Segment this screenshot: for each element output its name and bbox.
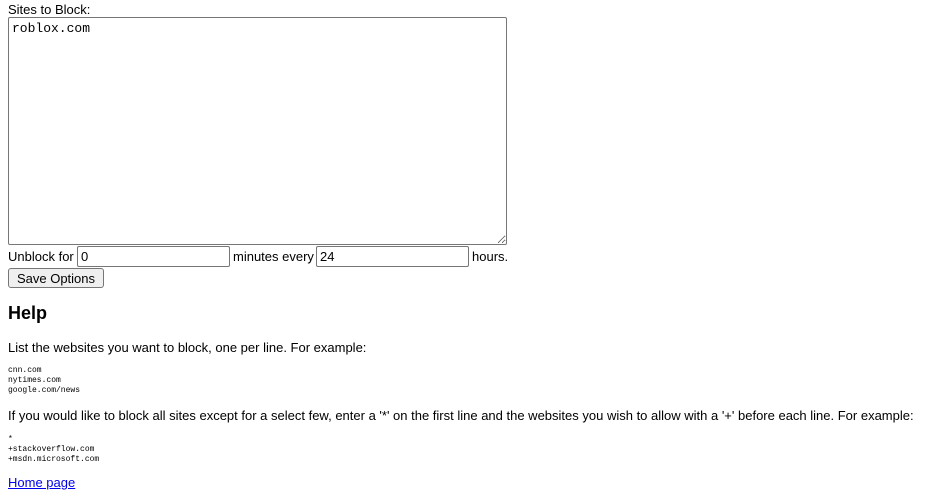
- every-hours-input[interactable]: [316, 246, 469, 267]
- help-heading: Help: [8, 303, 48, 323]
- example-line: cnn.com: [8, 366, 42, 375]
- unblock-minutes-input[interactable]: [77, 246, 230, 267]
- save-options-button[interactable]: Save Options: [8, 268, 104, 288]
- allow-intro-text: If you would like to block all sites except for a select few, enter a '*' on the first line and the websites you wish to allow with a '+' before each line. For example:: [8, 408, 914, 423]
- example-line: google.com/news: [8, 386, 81, 395]
- example-line: +stackoverflow.com: [8, 445, 95, 454]
- sites-to-block-textarea[interactable]: [8, 17, 507, 245]
- help-intro-text: List the websites you want to block, one per line. For example:: [8, 340, 367, 355]
- home-page-link[interactable]: Home page: [8, 475, 76, 490]
- hours-label: hours.: [472, 249, 509, 264]
- example-line: +msdn.microsoft.com: [8, 455, 100, 464]
- minutes-every-label: minutes every: [233, 249, 314, 264]
- block-example-code: [8, 366, 80, 396]
- example-line: *: [8, 435, 13, 444]
- allow-example-code: [8, 435, 99, 465]
- unblock-for-label: Unblock for: [8, 249, 74, 264]
- sites-to-block-label: Sites to Block:: [8, 2, 91, 17]
- example-line: nytimes.com: [8, 376, 61, 385]
